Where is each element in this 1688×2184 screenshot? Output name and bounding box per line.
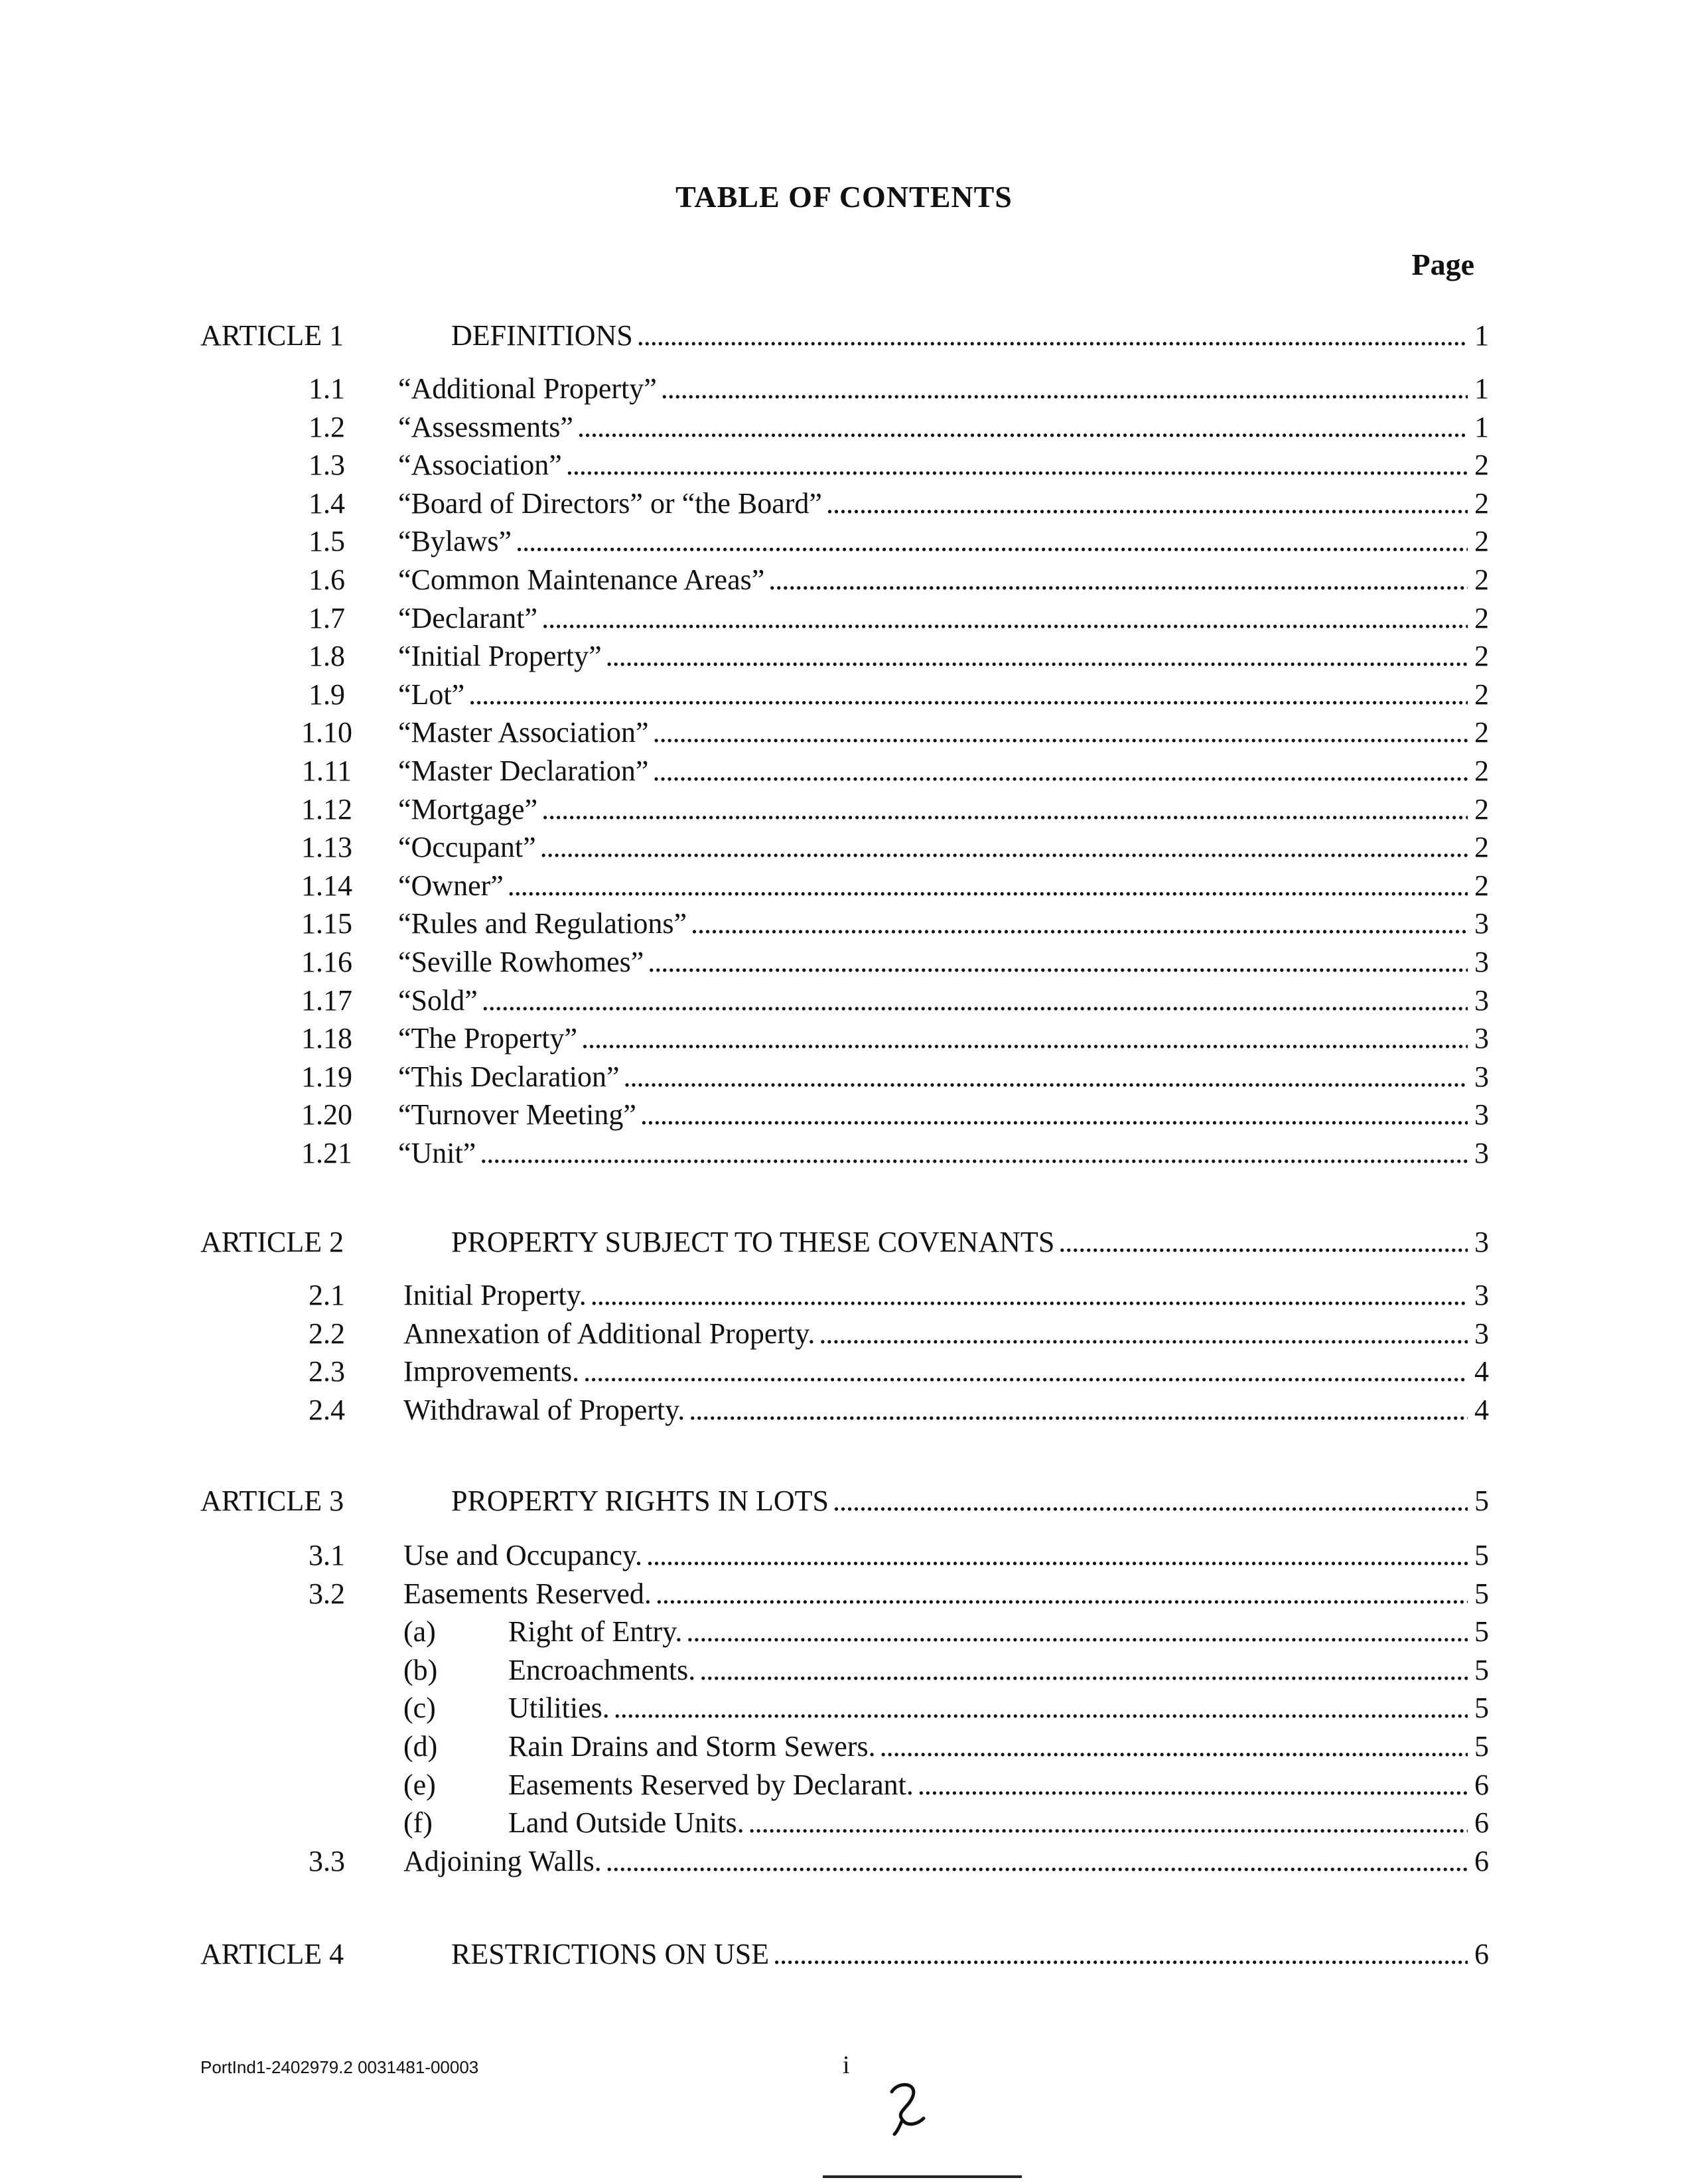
toc-section-row[interactable] xyxy=(0,1019,1688,1058)
article-title-line xyxy=(451,1222,1489,1262)
toc-section-row[interactable] xyxy=(0,522,1688,561)
toc-article-row[interactable] xyxy=(0,1481,1688,1521)
section-entry xyxy=(398,675,1489,715)
article-page-number: 5 xyxy=(1474,1485,1489,1517)
section-number: 1.16 xyxy=(301,946,352,978)
section-title: “Sold” xyxy=(398,983,478,1017)
article-title-line xyxy=(451,1481,1489,1521)
article-title-line xyxy=(451,1934,1489,1974)
section-page-number: 1 xyxy=(1474,372,1489,405)
section-number: 1.7 xyxy=(309,601,345,634)
section-entry xyxy=(403,1727,1489,1767)
section-page-number: 5 xyxy=(1474,1539,1489,1571)
section-number: 1.3 xyxy=(309,449,345,482)
section-title: Utilities. xyxy=(508,1692,610,1725)
section-number: 2.3 xyxy=(309,1355,345,1388)
section-page-number: 6 xyxy=(1474,1806,1489,1840)
dot-leader xyxy=(640,1095,1468,1135)
section-number: 1.9 xyxy=(309,678,345,711)
section-number: 1.4 xyxy=(309,486,345,520)
section-title: “Master Declaration” xyxy=(398,755,649,787)
toc-section-row[interactable] xyxy=(0,942,1688,982)
section-number: 1.13 xyxy=(301,831,352,864)
section-title: “Turnover Meeting” xyxy=(398,1098,636,1131)
section-entry xyxy=(403,1688,1489,1728)
section-number: 2.1 xyxy=(309,1279,345,1311)
toc-subsection-row[interactable] xyxy=(0,1612,1688,1652)
section-number: 3.2 xyxy=(309,1577,345,1610)
section-entry xyxy=(398,484,1489,524)
section-number: 1.10 xyxy=(301,716,352,749)
dot-leader xyxy=(768,560,1468,600)
section-title: “Association” xyxy=(398,449,562,482)
section-title: “Additional Property” xyxy=(398,372,657,405)
section-title: “Occupant” xyxy=(398,831,536,864)
toc-section-row[interactable] xyxy=(0,560,1688,600)
toc-section-row[interactable] xyxy=(0,1574,1688,1614)
section-title: “Unit” xyxy=(398,1137,476,1169)
section-title: “Master Association” xyxy=(398,716,649,749)
section-entry xyxy=(403,1314,1489,1354)
toc-subsection-row[interactable] xyxy=(0,1688,1688,1728)
article-title: PROPERTY SUBJECT TO THESE COVENANTS xyxy=(451,1226,1055,1258)
section-title: Use and Occupancy. xyxy=(403,1539,642,1571)
section-page-number: 4 xyxy=(1474,1355,1489,1388)
toc-section-row[interactable] xyxy=(0,636,1688,676)
section-title: Annexation of Additional Property. xyxy=(403,1317,815,1350)
toc-section-row[interactable] xyxy=(0,790,1688,830)
section-title: Encroachments. xyxy=(508,1653,696,1686)
section-number: 1.12 xyxy=(301,792,352,826)
dot-leader xyxy=(541,790,1468,830)
section-entry xyxy=(403,1803,1489,1843)
toc-section-row[interactable] xyxy=(0,1352,1688,1392)
section-entry xyxy=(398,828,1489,867)
section-entry xyxy=(403,1650,1489,1690)
toc-section-row[interactable] xyxy=(0,981,1688,1021)
dot-leader xyxy=(819,1314,1468,1354)
toc-section-row[interactable] xyxy=(0,675,1688,715)
toc-section-row[interactable] xyxy=(0,369,1688,409)
section-page-number: 2 xyxy=(1474,869,1489,902)
toc-section-row[interactable] xyxy=(0,407,1688,447)
toc-section-row[interactable] xyxy=(0,445,1688,485)
subsection-letter: (e) xyxy=(403,1768,436,1801)
section-entry xyxy=(398,981,1489,1021)
toc-subsection-row[interactable] xyxy=(0,1650,1688,1690)
section-number: 1.14 xyxy=(301,869,352,902)
section-entry xyxy=(398,636,1489,676)
dot-leader xyxy=(581,1019,1468,1058)
toc-section-row[interactable] xyxy=(0,1536,1688,1575)
dot-leader xyxy=(686,1612,1468,1652)
section-title: “Lot” xyxy=(398,678,465,711)
page-column-header: Page xyxy=(1411,248,1474,281)
section-number: 1.11 xyxy=(301,755,352,787)
toc-section-row[interactable] xyxy=(0,1842,1688,1881)
footer-page-number: i xyxy=(843,2051,850,2079)
footer-document-id: PortInd1-2402979.2 0031481-00003 xyxy=(200,2057,479,2077)
subsection-letter: (d) xyxy=(403,1730,438,1763)
dot-leader xyxy=(918,1765,1468,1805)
section-number: 3.3 xyxy=(309,1844,345,1877)
section-title: “Common Maintenance Areas” xyxy=(398,563,765,596)
dot-leader xyxy=(591,1275,1468,1315)
section-title: “The Property” xyxy=(398,1022,577,1055)
section-title: Land Outside Units. xyxy=(508,1806,744,1840)
section-page-number: 2 xyxy=(1474,716,1489,749)
section-entry xyxy=(398,445,1489,485)
section-entry xyxy=(403,1390,1489,1430)
section-number: 1.5 xyxy=(309,525,345,558)
dot-leader xyxy=(699,1650,1468,1690)
section-number: 1.15 xyxy=(301,907,352,940)
toc-section-row[interactable] xyxy=(0,866,1688,906)
section-number: 2.4 xyxy=(309,1393,345,1426)
section-page-number: 5 xyxy=(1474,1653,1489,1686)
dot-leader xyxy=(637,316,1468,356)
section-number: 1.8 xyxy=(309,640,345,673)
dot-leader xyxy=(652,751,1468,791)
section-page-number: 6 xyxy=(1474,1844,1489,1877)
article-label: ARTICLE 4 xyxy=(200,1938,344,1970)
article-label: ARTICLE 3 xyxy=(200,1485,344,1517)
toc-section-row[interactable] xyxy=(0,1095,1688,1135)
section-page-number: 5 xyxy=(1474,1730,1489,1763)
toc-section-row[interactable] xyxy=(0,1133,1688,1173)
section-page-number: 2 xyxy=(1474,449,1489,482)
section-page-number: 3 xyxy=(1474,907,1489,940)
section-page-number: 3 xyxy=(1474,946,1489,978)
dot-leader xyxy=(880,1727,1468,1767)
section-number: 1.18 xyxy=(301,1022,352,1055)
section-entry xyxy=(403,1536,1489,1575)
subsection-letter: (c) xyxy=(403,1692,436,1725)
dot-leader xyxy=(748,1803,1468,1843)
section-entry xyxy=(403,1275,1489,1315)
section-page-number: 5 xyxy=(1474,1577,1489,1610)
dot-leader xyxy=(583,1352,1468,1392)
dot-leader xyxy=(606,1842,1468,1881)
subsection-letter: (f) xyxy=(403,1806,433,1840)
dot-leader xyxy=(656,1574,1468,1614)
section-page-number: 5 xyxy=(1474,1692,1489,1725)
toc-article-row[interactable] xyxy=(0,316,1688,356)
section-title: “Rules and Regulations” xyxy=(398,907,687,940)
section-title: Rain Drains and Storm Sewers. xyxy=(508,1730,876,1763)
article-label: ARTICLE 2 xyxy=(200,1226,344,1258)
section-page-number: 2 xyxy=(1474,831,1489,864)
dot-leader xyxy=(773,1934,1468,1974)
dot-leader xyxy=(689,1390,1468,1430)
section-title: “Initial Property” xyxy=(398,640,602,673)
section-number: 2.2 xyxy=(309,1317,345,1350)
subsection-letter: (b) xyxy=(403,1653,438,1686)
dot-leader xyxy=(468,675,1468,715)
section-title: Adjoining Walls. xyxy=(403,1844,602,1877)
toc-section-row[interactable] xyxy=(0,484,1688,524)
section-entry xyxy=(398,713,1489,753)
dot-leader xyxy=(826,484,1468,524)
section-page-number: 6 xyxy=(1474,1768,1489,1801)
article-title: PROPERTY RIGHTS IN LOTS xyxy=(451,1485,829,1517)
toc-title: TABLE OF CONTENTS xyxy=(675,180,1013,214)
dot-leader xyxy=(833,1481,1468,1521)
article-title-line xyxy=(451,316,1489,356)
section-entry xyxy=(398,942,1489,982)
dot-leader xyxy=(624,1057,1468,1097)
article-page-number: 3 xyxy=(1474,1226,1489,1258)
section-title: Improvements. xyxy=(403,1355,580,1388)
section-number: 1.20 xyxy=(301,1098,352,1131)
section-title: Easements Reserved. xyxy=(403,1577,652,1610)
section-page-number: 4 xyxy=(1474,1393,1489,1426)
section-page-number: 2 xyxy=(1474,525,1489,558)
section-title: Initial Property. xyxy=(403,1279,587,1311)
section-page-number: 2 xyxy=(1474,792,1489,826)
section-title: “Owner” xyxy=(398,869,504,902)
toc-article-row[interactable] xyxy=(0,1222,1688,1262)
section-entry xyxy=(398,560,1489,600)
dot-leader xyxy=(541,599,1468,638)
toc-subsection-row[interactable] xyxy=(0,1727,1688,1767)
dot-leader xyxy=(646,1536,1468,1575)
section-title: Easements Reserved by Declarant. xyxy=(508,1768,914,1801)
section-entry xyxy=(398,866,1489,906)
section-entry xyxy=(398,1057,1489,1097)
dot-leader xyxy=(482,981,1468,1021)
section-title: “Assessments” xyxy=(398,410,573,443)
dot-leader xyxy=(1058,1222,1468,1262)
dot-leader xyxy=(540,828,1468,867)
section-entry xyxy=(403,1352,1489,1392)
section-title: “Board of Directors” or “the Board” xyxy=(398,486,822,520)
dot-leader xyxy=(566,445,1468,485)
section-number: 3.1 xyxy=(309,1539,345,1571)
section-page-number: 3 xyxy=(1474,983,1489,1017)
section-number: 1.6 xyxy=(309,563,345,596)
dot-leader xyxy=(661,369,1468,409)
dot-leader xyxy=(480,1133,1468,1173)
toc-section-row[interactable] xyxy=(0,1314,1688,1354)
toc-section-row[interactable] xyxy=(0,751,1688,791)
section-entry xyxy=(398,1133,1489,1173)
section-entry xyxy=(403,1612,1489,1652)
section-page-number: 2 xyxy=(1474,563,1489,596)
section-entry xyxy=(403,1765,1489,1805)
toc-article-row[interactable] xyxy=(0,1934,1688,1974)
dot-leader xyxy=(691,904,1468,944)
dot-leader xyxy=(516,522,1468,561)
article-label: ARTICLE 1 xyxy=(200,319,344,352)
section-number: 1.2 xyxy=(309,410,345,443)
toc-section-row[interactable] xyxy=(0,713,1688,753)
section-number: 1.1 xyxy=(309,372,345,405)
toc-subsection-row[interactable] xyxy=(0,1765,1688,1805)
toc-section-row[interactable] xyxy=(0,904,1688,944)
section-entry xyxy=(398,522,1489,561)
section-page-number: 3 xyxy=(1474,1137,1489,1169)
toc-section-row[interactable] xyxy=(0,1275,1688,1315)
section-page-number: 5 xyxy=(1474,1615,1489,1648)
section-page-number: 2 xyxy=(1474,755,1489,787)
subsection-letter: (a) xyxy=(403,1615,436,1648)
section-title: “Bylaws” xyxy=(398,525,512,558)
section-entry xyxy=(398,599,1489,638)
section-entry xyxy=(398,790,1489,830)
article-page-number: 1 xyxy=(1474,319,1489,352)
article-title: RESTRICTIONS ON USE xyxy=(451,1938,770,1970)
section-entry xyxy=(398,1095,1489,1135)
section-title: “This Declaration” xyxy=(398,1060,620,1093)
section-title: “Mortgage” xyxy=(398,792,538,826)
section-entry xyxy=(403,1574,1489,1614)
section-title: Right of Entry. xyxy=(508,1615,683,1648)
bottom-rule xyxy=(823,2175,1022,2178)
section-page-number: 2 xyxy=(1474,678,1489,711)
toc-subsection-row[interactable] xyxy=(0,1803,1688,1843)
dot-leader xyxy=(508,866,1468,906)
section-title: “Seville Rowhomes” xyxy=(398,946,644,978)
section-page-number: 3 xyxy=(1474,1022,1489,1055)
section-number: 1.17 xyxy=(301,983,352,1017)
article-title: DEFINITIONS xyxy=(451,319,633,352)
section-page-number: 2 xyxy=(1474,640,1489,673)
dot-leader xyxy=(614,1688,1468,1728)
section-entry xyxy=(398,751,1489,791)
dot-leader xyxy=(577,407,1468,447)
section-page-number: 1 xyxy=(1474,410,1489,443)
article-page-number: 6 xyxy=(1474,1938,1489,1970)
section-entry xyxy=(398,1019,1489,1058)
section-number: 1.21 xyxy=(301,1137,352,1169)
dot-leader xyxy=(648,942,1468,982)
section-entry xyxy=(398,369,1489,409)
dot-leader xyxy=(653,713,1468,753)
handwritten-page-mark-icon xyxy=(882,2077,936,2137)
section-page-number: 2 xyxy=(1474,486,1489,520)
section-entry xyxy=(398,407,1489,447)
toc-section-row[interactable] xyxy=(0,828,1688,867)
section-page-number: 3 xyxy=(1474,1279,1489,1311)
dot-leader xyxy=(606,636,1468,676)
toc-section-row[interactable] xyxy=(0,1390,1688,1430)
section-number: 1.19 xyxy=(301,1060,352,1093)
section-page-number: 3 xyxy=(1474,1317,1489,1350)
toc-section-row[interactable] xyxy=(0,599,1688,638)
section-title: “Declarant” xyxy=(398,601,538,634)
toc-section-row[interactable] xyxy=(0,1057,1688,1097)
section-page-number: 2 xyxy=(1474,601,1489,634)
section-title: Withdrawal of Property. xyxy=(403,1393,685,1426)
section-page-number: 3 xyxy=(1474,1060,1489,1093)
section-page-number: 3 xyxy=(1474,1098,1489,1131)
section-entry xyxy=(403,1842,1489,1881)
section-entry xyxy=(398,904,1489,944)
